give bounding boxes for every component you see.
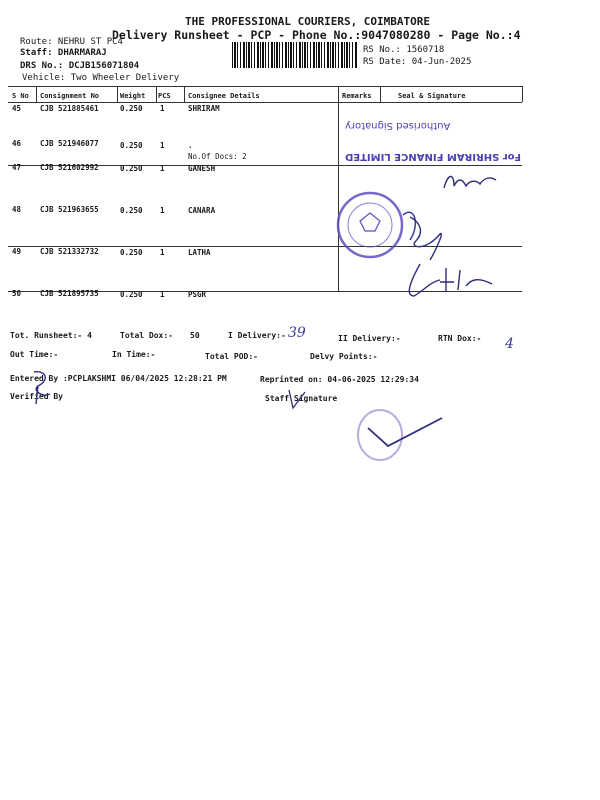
tot-runsheet: Tot. Runsheet:- 4 — [10, 331, 92, 340]
col-pcs: PCS — [158, 92, 171, 100]
handwritten-i-delivery: 39 — [288, 325, 306, 341]
signature-scribble — [283, 388, 313, 410]
handwritten-rtn: 4 — [505, 336, 514, 352]
vehicle: Vehicle: Two Wheeler Delivery — [22, 73, 180, 83]
staff: Staff: DHARMARAJ — [20, 48, 107, 58]
col-remarks: Remarks — [342, 92, 372, 100]
route: Route: NEHRU ST PC4 — [20, 37, 123, 47]
col-consignee: Consignee Details — [188, 92, 260, 100]
company-name: THE PROFESSIONAL COURIERS, COIMBATORE — [185, 15, 431, 28]
col-seal-signature: Seal & Signature — [398, 92, 466, 100]
total-dox-value: 50 — [190, 331, 200, 340]
consignment-table: S No Consignment No Weight PCS Consignee Details Remarks Seal & Signature 45 CJB 521885461 0.250 1 SHRIRAM 46 CJB 521946077 0.250 1 . No.Of Docs: 2 47 CJB 521602992 0.250 1 GANESH 48 CJB 521963655 0.250 1 CANARA 49 CJB 521332732 0.250 1 LATHA 50 CJB 521895735 0.250 1 PSGR — [8, 86, 522, 308]
drs-number: DRS No.: DCJB156071804 — [20, 61, 140, 71]
rtn-dox: RTN Dox:- — [438, 334, 482, 343]
out-time: Out Time:- — [10, 350, 59, 359]
total-dox-label: Total Dox:- — [120, 331, 173, 340]
verified-by: Verified By — [10, 392, 63, 401]
runsheet-title: Delivery Runsheet - PCP - Phone No.:9047080280 - Page No.:4 — [112, 28, 521, 42]
total-pod: Total POD:- — [205, 352, 258, 361]
i-delivery: I Delivery:- — [228, 331, 286, 340]
rs-number: RS No.: 1560718 — [363, 45, 445, 55]
entered-by: Entered By :PCPLAKSHMI 06/04/2025 12:28:21 PM — [10, 374, 227, 383]
reprinted-on: Reprinted on: 04-06-2025 12:29:34 — [260, 375, 419, 384]
company-stamp: For SHRIRAM FINANCE LIMITED — [345, 151, 521, 162]
signature-scribble — [400, 212, 450, 262]
staff-signature: Staff Signature — [265, 394, 338, 403]
signature-scribble — [440, 168, 500, 198]
authorised-signatory-stamp: Authorised Signatory — [345, 120, 451, 131]
barcode — [232, 42, 357, 68]
rs-date: RS Date: 04-Jun-2025 — [363, 57, 472, 67]
col-sno: S No — [12, 92, 29, 100]
signature-stamp — [350, 400, 450, 470]
ii-delivery: II Delivery:- — [338, 334, 401, 343]
signature-scribble — [28, 368, 58, 408]
docs-count: No.Of Docs: 2 — [188, 152, 247, 161]
delvy-points: Delvy Points:- — [310, 352, 378, 361]
col-weight: Weight — [120, 92, 146, 100]
signature-scribble — [400, 262, 495, 302]
col-consignment: Consignment No — [40, 92, 100, 100]
in-time: In Time:- — [112, 350, 156, 359]
